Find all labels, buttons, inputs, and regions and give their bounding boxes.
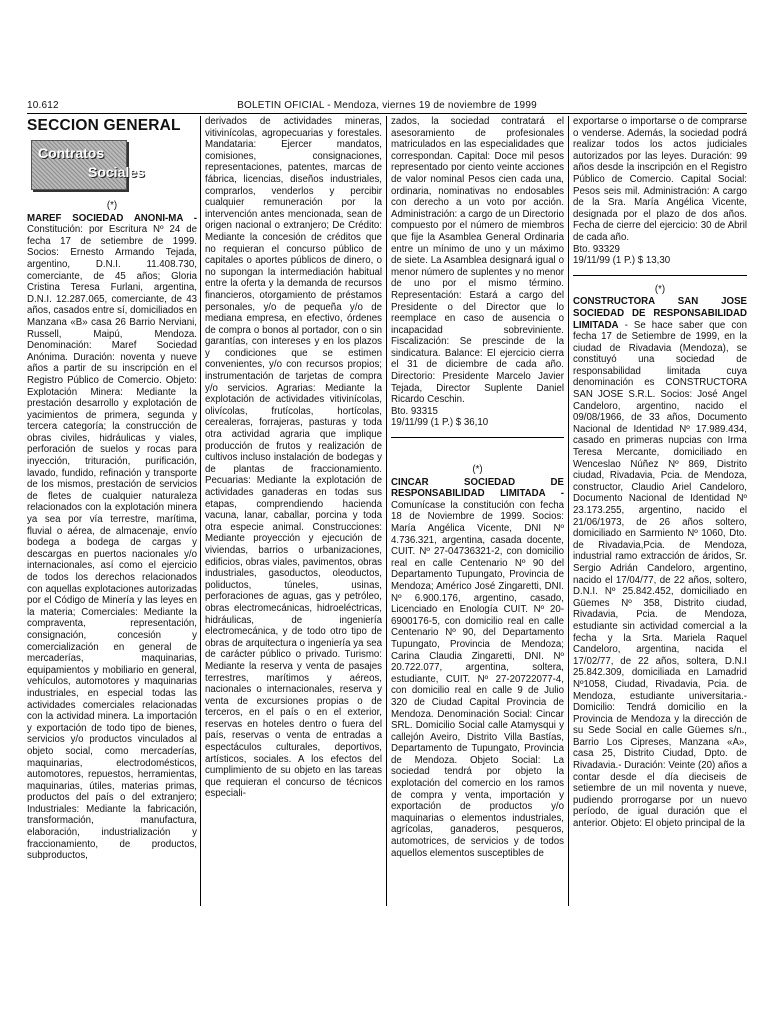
notice-body: Comunícase la constitución con fecha 18 de Noviembre de 1999. Socios: María Angélica Vicente, DNI Nº 4.736.321, argentina, casada docente, CUIT. Nº 27-04736321-2, con domicilio real en calle Centenario Nº 90 del Departamento Tupungato, Provincia de Mendoza; Américo José Zingaretti, DNI. Nº 6.900.176, argentino, casado, Licenciado en Enología CUIT. Nº 20-6900176-5, con domicilio real en calle Centenario Nº 90, del Departamento Tupungato, Provincia de Mendoza; Carina Claudia Zingaretti, DNI. Nº 20.722.077, argentina, soltera, estudiante, CUIT. Nº 27-20722077-4, con domicilio real en calle 9 de Julio 320 de Ciudad Capital Provincia de Mendoza. Denominación Social: Cincar SRL. Domicilio Social calle Atamysqui y callejón Aveiro, Distrito Villa Bastías, Departamento de Tupungato, Provincia de Mendoza. Objeto Social: La sociedad tendrá por objeto la explotación del comercio en los ramos de compra y venta, importación y exportación de productos y/o maquinarias o elementos industriales, agrícolas, ganaderos, pesqueros, automotrices, de servicios y de todos aquellos elementos susceptibles de	[391, 499, 564, 859]
notice-marker: (*)	[106, 200, 118, 211]
notice-body: - Se hace saber que con fecha 17 de Setiembre de 1999, en la ciudad de Rivadavia (Mendoza), se constituyó una sociedad de responsabilidad limitada cuya denominación es CONSTRUCTORA SAN JOSE S.R.L. Socios: José Angel Candeloro, argentino, nacido el 09/08/1966, de 33 años, Documento Nacional de Identidad Nº 17.989.434, casado en primeras nupcias con Irma Teresa Mercante, domiciliado en Wenceslao Núñez Nº 869, Distrito ciudad, Rivadavia, Pcia. de Mendoza, constructor, Claudio Ariel Candeloro, Documento Nacional de Identidad Nº 23.173.255, argentino, nacido el 21/06/1973, de 26 años soltero, domiciliado en Sarmiento Nº 1060, Dto. de Rivadavia,Pcia. de Mendoza, industrial ramo extracción de áridos, Sr. Sergio Adrián Candeloro, argentino, nacido el 17/04/77, de 22 años, soltero, D.N.I. Nº 25.842.452, domiciliado en Güemes Nº 358, Distrito ciudad, Rivadavia, Pcia. de Mendoza, estudiante sin actividad comercial a la fecha y la Srta. Mariela Raquel Candeloro, argentina, nacida el 17/02/77, de 22 años, soltera, D.N.I 25.842.309, domiciliada en Lamadrid Nº1058, Ciudad, Rivadavia, Pcia. de Mendoza, estudiante universitaria.- Domicilio: Tendrá domicilio en la Provincia de Mendoza y la dirección de su Sede Social en calle Güemes s/n., Barrio Los Cipreses, Manzana «A», casa 25, Distrito Ciudad, Dpto. de Rivadavia.- Duración: Veinte (20) años a contar desde el día dieciseis de setiembre de un mil noventa y nueve, pudiendo prorrogarse por un nuevo período, de igual duración que el anterior. Objeto: El objeto principal de la	[573, 319, 747, 830]
page-header	[27, 100, 747, 114]
notice-publication-date: 19/11/99 (1 P.) $ 36,10	[391, 417, 489, 429]
column-3	[391, 116, 564, 916]
notice-constructora	[573, 296, 747, 829]
section-banner	[31, 140, 145, 190]
notice-separator	[391, 437, 564, 438]
notice-company: CINCAR SOCIEDAD DE RESPONSABILIDAD LIMITADA -	[391, 476, 564, 500]
page-number: 10.612	[27, 100, 59, 111]
notice-cincar	[391, 477, 564, 860]
notice-separator	[573, 275, 747, 276]
notice-marker: (*)	[654, 283, 666, 295]
notice-publication-date: 19/11/99 (1 P.) $ 13,30	[573, 255, 671, 267]
notice-company: MAREF SOCIEDAD ANONI-MA -	[27, 212, 197, 224]
notice-reference: Bto. 93315	[391, 405, 438, 417]
notice-body: zados, la sociedad contratará el asesoramiento de profesionales matriculados en las especialidades que correspondan. Capital: Doce mil pesos representado por ciento veinte acciones de valor nominal Pesos cien cada una, ordinaria, nominativas no endosables con derecho a un voto por acción. Administración: a cargo de un Directorio compuesto por el número de miembros que fije la Asamblea General Ordinaria entre un mínimo de uno y un máximo de siete. La Asamblea designará igual o menor número de suplentes y no menor de uno por el mismo término. Representación: Estará a cargo del Presidente o del Director que lo reemplace en caso de ausencia o incapacidad sobreviniente. Fiscalización: Se prescinde de la sindicatura. Balance: El ejercicio cierra el 31 de diciembre de cada año. Directorio: Presidente Marcelo Javier Tejada, Director Suplente Daniel Ricardo Ceschin.	[391, 116, 564, 406]
notice-body: Constitución: por Escritura Nº 24 de fecha 17 de setiembre de 1999. Socios: Ernesto Armando Tejada, argentino, D.N.I. 11.408.730, comerciante, de 45 años; Gloria Cristina Teresa Furlani, argentina, D.N.I. 12.287.065, comerciante, de 43 años, casados entre sí, domiciliados en Manzana «B» casa 26 Barrio Nerviani, Russell, Maipú, Mendoza. Denominación: Maref Sociedad Anónima. Duración: noventa y nueve años a partir de su inscripción en el Registro Público de Comercio. Objeto: Explotación Minera: Mediante la prestación desarrollo y explotación de yacimientos de primera, segunda y tercera categoría; la construcción de obras civiles, hidráulicas y viales, perforación de suelos y rocas para inyección, trituración, purificación, lavado, fundido, refinación y transporte de los mismos, prestación de servicios de fletes de cualquier naturaleza relacionados con la explotación minera ya sea por vía terrestre, marítima, fluvial o aérea, de almacenaje, envío bodega a bodega de cargas y descargas en puertos nacionales y/o internacionales, así como el ejercicio de todos los derechos relacionados con aquellas explotaciones autorizadas por el Código de Minería y las leyes en la materia; Comerciales: Mediante la compraventa, representación, consignación, concesión y comercialización en general de mercaderías, maquinarias, equipamientos y mobiliario en general, vehículos, automotores y maquinarias industriales, en especial todas las actividades comerciales relacionadas con la actividad minera. La importación y exportación de todo tipo de bienes, servicios y/o productos vinculados al objeto social, como mercaderías, maquinarias, electrodomésticos, automotores, repuestos, herramientas, maquinarias, útiles, materias primas, productos del país o del extranjero; Industriales: Mediante la fabricación, transformación, manufactura, elaboración, industrialización y fraccionamiento, de productos, subproductos,	[27, 224, 197, 862]
banner-line-2: Sociales	[88, 164, 145, 180]
column-4	[573, 116, 747, 916]
header-rule	[27, 113, 747, 114]
notice-maref	[27, 213, 197, 862]
notice-marker: (*)	[472, 464, 483, 476]
banner-line-1: Contratos	[38, 145, 105, 161]
column-2	[205, 116, 382, 916]
column-1	[27, 116, 197, 916]
column-divider	[568, 116, 569, 906]
notice-body: derivados de actividades mineras, vitivinícolas, agropecuarias y forestales. Mandataria: Ejercer mandatos, comisiones, consignaciones, representaciones, patentes, marcas de fábrica, licencias, diseños industriales, comprarlos, venderlos y percibir cualquier remuneración por la intervención antes mencionada, sean de origen nacional o extranjero; De Crédito: Mediante la concesión de créditos que no requieran el concurso público de capitales o aportes públicos de dinero, o no supongan la intermediación habitual entre la oferta y la demanda de recursos financieros, otorgamiento de préstamos personales, y/o de pequeña y/o de mediana empresa, en efectivo, órdenes de compra o bonos al portador, con o sin garantías, con intereses y en los plazos y condiciones que se estimen convenientes, y/o con recursos propios; instrumentación de tarjetas de compra y/o servicios. Agrarias: Mediante la explotación de actividades vitivinícolas, olivícolas, frutícolas, hortícolas, cerealeras, forrajeras, pasturas y toda otra actividad agraria que implique producción de frutos y realización de cultivos incluso instalación de bodegas y de plantas de fraccionamiento. Pecuarias: Mediante la explotación de actividades ganaderas en todas sus etapas, comprendiendo hacienda vacuna, lanar, caballar, porcina y toda otra especie animal. Construcciones: Mediante proyección y ejecución de viviendas, barrios o urbanizaciones, edificios, obras viales, pavimentos, obras industriales, gasoductos, oleoductos, poliductos, túneles, usinas, perforaciones de aguas, gas y petróleo, obras electromecánicas, hidroeléctricas, hidráulicas, de ingeniería electromecánica, y de todo otro tipo de obras de arquitectura o ingeniería ya sea de carácter público o privado. Turismo: Mediante la reserva y venta de pasajes terrestres, marítimos y aéreos, nacionales o internacionales, reserva y venta de excursiones propias o de terceros, en el país o en el exterior, reservas en hoteles dentro o fuera del país, reservas o venta de entradas a espectáculos culturales, deportivos, artísticos, sociales. A los efectos del cumplimiento de su objeto en las tareas que requieran el concurso de técnicos especiali-	[205, 116, 382, 800]
notice-body: exportarse o importarse o de comprarse o venderse. Además, la sociedad podrá realizar todos los actos judiciales autorizados por las leyes. Duración: 99 años desde la inscripción en el Registro Público de Comercio. Capital Social: Pesos seis mil. Administración: A cargo de la Sra. María Angélica Vicente, designada por el plazo de dos años. Fecha de cierre del ejercicio: 30 de Abril de cada año.	[573, 116, 747, 243]
notice-reference: Bto. 93329	[573, 243, 620, 255]
column-divider	[200, 116, 201, 906]
column-divider	[386, 116, 387, 906]
section-title: SECCION GENERAL	[27, 117, 181, 134]
notice-company: CONSTRUCTORA SAN JOSE SOCIEDAD DE RESPONSABILIDAD LIMITADA	[573, 296, 747, 331]
running-title: BOLETIN OFICIAL - Mendoza, viernes 19 de noviembre de 1999	[237, 100, 537, 111]
